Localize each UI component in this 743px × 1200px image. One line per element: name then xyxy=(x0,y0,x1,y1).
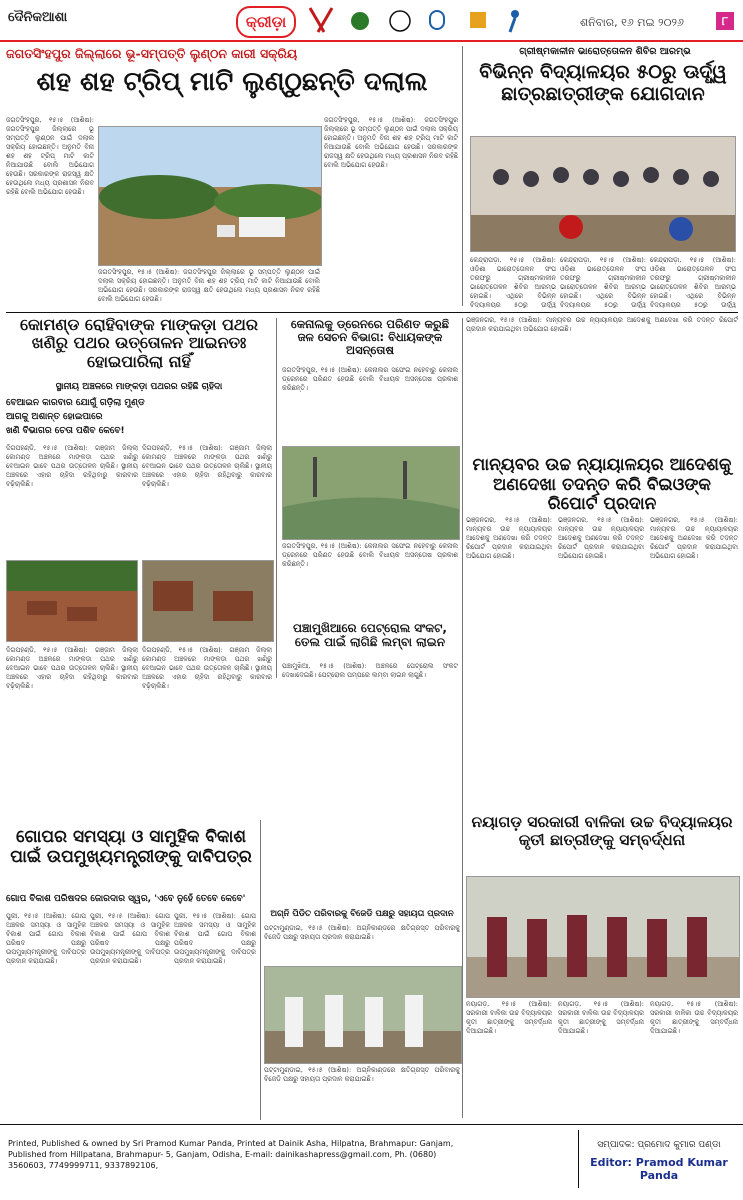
story-kicker: ଜଗତସିଂହପୁର ଜିଲ୍ଲାରେ ଭୂ-ସମ୍ପତ୍ତି ଲୁଣ୍ଠନ କାରୀ ସକ୍ରିୟ xyxy=(6,46,298,61)
story-high-court xyxy=(466,316,738,810)
racket-icon xyxy=(430,11,444,29)
story-body: କେନ୍ଦ୍ରାପଡ଼ା, ୧୫।୫ (ଆଶିଷ): ଓଡ଼ିଶା ଭାରୋତ୍ତୋଳନ ସଂଘ ତରଫରୁ ଗ୍ରୀଷ୍ମକାଳୀନ ଭାରୋତ୍ତୋଳନ ଶିବିର ଆରମ୍ଭ ହୋଇଛି। ଏଥିରେ ବିଭିନ୍ନ ବିଦ୍ୟାଳୟର ୫୦ରୁ ଊର୍ଦ୍ଧ୍ୱ xyxy=(470,256,556,308)
story-land-loot xyxy=(6,46,458,308)
sports-illustration xyxy=(300,6,550,36)
story-subhead: ବେଆଇନ କାରବାର ଯୋଗୁଁ ଗଡ଼ିଲା ମୁଣ୍ଡ xyxy=(6,398,145,408)
masthead-rule xyxy=(0,40,743,42)
story-petrol-crisis xyxy=(282,622,458,812)
aid-distribution-photo xyxy=(264,966,462,1064)
story-subhead: ଆଗକୁ ଅଶାନ୍ତ ହୋଇପାରେ xyxy=(6,412,103,422)
column-divider xyxy=(276,318,277,678)
felicitation-photo xyxy=(466,876,740,998)
brand-name: ଦୈନିକଆଶା xyxy=(8,10,68,25)
dateline: ଶନିବାର, ୧୬ ମଇ ୨୦୨୬ xyxy=(580,16,684,29)
story-body: ଜଗତସିଂହପୁର, ୧୫।୫ (ଆଶିଷ): ଜଗତସିଂହପୁର ଜିଲ୍ଲାରେ ଭୂ ସମ୍ପତ୍ତି ଲୁଣ୍ଠନ ପାଇଁ ଦଲାଲ ସକ୍ରିୟ ହୋଇଛନ୍ତି। ଅନୁମତି ବିନା ଶହ ଶହ ଟ୍ରିପ୍ ମାଟି କାଟି ନିଆଯାଉଛି ବୋଲି ଅଭିଯୋଗ ହେଉଛି। ସରକାରଙ୍କ ରାଜସ୍ୱ କ୍ଷତି ହେଉଥିଲେ ମଧ୍ୟ ପ୍ରଶାସନ ନିରବ ରହିଛି ବୋଲି ଅଭିଯୋଗ ହେଉଛି। xyxy=(6,116,94,196)
story-stone-quarry xyxy=(6,316,272,826)
story-body: ପୁରୀ, ୧୫।୫ (ଆଶିଷ): ଗୋପ ଅଞ୍ଚଳର ସମସ୍ୟା ଓ ସାମୁହିକ ବିକାଶ ପାଇଁ ଗୋପ ବିକାଶ ପରିଷଦ ପକ୍ଷରୁ ଉପମୁଖ୍ୟମନ୍ତ୍ରୀଙ୍କୁ ଦାବିପତ୍ର ପ୍ରଦାନ କରାଯାଇଛି। xyxy=(6,912,86,965)
story-subhead: ଖଣି ବିଭାଗର ଚେତା ପଶିବ କେବେ! xyxy=(6,426,125,436)
hockey-stick-icon xyxy=(310,8,332,32)
column-divider xyxy=(462,46,463,306)
editor-name-odia: ସମ୍ପାଦକ: ପ୍ରମୋଦ କୁମାର ପଣ୍ଡା xyxy=(597,1140,721,1150)
story-body-continued: ଭଞ୍ଜନଗର, ୧୫।୫ (ଆଶିଷ): ମାନ୍ୟବର ଉଚ୍ଚ ନ୍ୟାୟାଳୟର ଆଦେଶକୁ ଅଣଦେଖା କରି ତଦନ୍ତ ରିପୋର୍ଟ ପ୍ରଦାନ କରାଯାଇଥିବା ଅଭିଯୋଗ ହୋଇଛି। xyxy=(650,516,738,560)
story-gopa-memorandum xyxy=(6,828,256,1120)
story-body-continued: କେନ୍ଦ୍ରାପଡ଼ା, ୧୫।୫ (ଆଶିଷ): ଓଡ଼ିଶା ଭାରୋତ୍ତୋଳନ ସଂଘ ତରଫରୁ ଗ୍ରୀଷ୍ମକାଳୀନ ଭାରୋତ୍ତୋଳନ ଶିବିର ଆରମ୍ଭ ହୋଇଛି। ଏଥିରେ ବିଭିନ୍ନ ବିଦ୍ୟାଳୟର ୫୦ରୁ ଊର୍ଦ୍ଧ୍ୱ xyxy=(650,256,736,308)
story-body-continued: କେନ୍ଦ୍ରାପଡ଼ା, ୧୫।୫ (ଆଶିଷ): ଓଡ଼ିଶା ଭାରୋତ୍ତୋଳନ ସଂଘ ତରଫରୁ ଗ୍ରୀଷ୍ମକାଳୀନ ଭାରୋତ୍ତୋଳନ ଶିବିର ଆରମ୍ଭ ହୋଇଛି। ଏଥିରେ ବିଭିନ୍ନ ବିଦ୍ୟାଳୟର ୫୦ରୁ ଊର୍ଦ୍ଧ୍ୱ xyxy=(560,256,646,308)
story-subhead: ସ୍ଥାନୀୟ ଅଞ୍ଚଳରେ ମାଙ୍କଡ଼ା ପଥରର ରହିଛି ଚାହିଦା xyxy=(55,382,223,392)
ball-icon xyxy=(351,12,369,30)
story-body-continued: ପୁରୀ, ୧୫।୫ (ଆଶିଷ): ଗୋପ ଅଞ୍ଚଳର ସମସ୍ୟା ଓ ସାମୁହିକ ବିକାଶ ପାଇଁ ଗୋପ ବିକାଶ ପରିଷଦ ପକ୍ଷରୁ ଉପମୁଖ୍ୟମନ୍ତ୍ରୀଙ୍କୁ ଦାବିପତ୍ର ପ୍ରଦାନ କରାଯାଇଛି। xyxy=(174,912,256,965)
column-divider xyxy=(462,318,463,1118)
canal-photo xyxy=(282,446,460,540)
story-body-continued: ନୟାଗଡ଼, ୧୫।୫ (ଆଶିଷ): ସରକାରୀ ବାଳିକା ଉଚ୍ଚ ବିଦ୍ୟାଳୟର କୃତୀ ଛାତ୍ରୀଙ୍କୁ ସମ୍ବର୍ଦ୍ଧନା ଦିଆଯାଇଛି। xyxy=(558,1000,644,1035)
story-body-continued: ଭଞ୍ଜନଗର, ୧୫।୫ (ଆଶିଷ): ମାନ୍ୟବର ଉଚ୍ଚ ନ୍ୟାୟାଳୟର ଆଦେଶକୁ ଅଣଦେଖା କରି ତଦନ୍ତ ରିପୋର୍ଟ ପ୍ରଦାନ କରାଯାଇଥିବା ଅଭିଯୋଗ ହୋଇଛି। xyxy=(558,516,644,560)
editor-box xyxy=(578,1130,739,1188)
story-headline: ମାନ୍ୟବର ଉଚ୍ଚ ନ୍ୟାୟାଳୟର ଆଦେଶକୁ ଅଣଦେଖା ତଦନ୍ତ କରି ବିଇଓଙ୍କ ରିପୋର୍ଟ ପ୍ରଦାନ xyxy=(472,455,732,515)
story-fire-victims-aid xyxy=(264,910,460,1120)
story-headline: ଅଗ୍ନି ପିଡିତ ପରିବାରକୁ ବିଜେଡି ପକ୍ଷରୁ ସହାୟତା ପ୍ରଦାନ xyxy=(270,909,454,919)
editor-name-english: Editor: Pramod Kumar Panda xyxy=(590,1156,728,1182)
cup-icon xyxy=(470,12,486,28)
page-number-badge: ୮ xyxy=(716,12,734,30)
weightlifting-group-photo xyxy=(470,136,736,252)
story-body-continued: ଦିଗପହଣ୍ଡି, ୧୫।୫ (ଆଶିଷ): ଗଞ୍ଜାମ ଜିଲ୍ଲା କୋମଣ୍ଡ ଅଞ୍ଚଳରେ ମାଙ୍କଡ଼ା ପଥର ଖଣିରୁ ବେଆଇନ ଭାବେ ପଥର ଉତ୍ତୋଳନ ଚାଲିଛି। ସ୍ଥାନୀୟ ଅଞ୍ଚଳରେ ଏହାର ଚାହିଦା ରହିଥିବାରୁ କାରବାର ବଢ଼ିଚାଲିଛି। xyxy=(142,646,272,690)
laterite-stone-photo xyxy=(6,560,138,642)
story-body-continued: ଜଗତସିଂହପୁର, ୧୫।୫ (ଆଶିଷ): କେନାଲର ସଫେଇ ନହେବାରୁ କେନାଲ ଡ୍ରେନରେ ପରିଣତ ହେଉଛି ବୋଲି ବିଧାୟକ ଅସନ୍ତୋଷ ପ୍ରକାଶ କରିଛନ୍ତି। xyxy=(282,542,458,568)
story-body: ଜଗତସିଂହପୁର, ୧୫।୫ (ଆଶିଷ): କେନାଲର ସଫେଇ ନହେବାରୁ କେନାଲ ଡ୍ରେନରେ ପରିଣତ ହେଉଛି ବୋଲି ବିଧାୟକ ଅସନ୍ତୋଷ ପ୍ରକାଶ କରିଛନ୍ତି। xyxy=(282,366,458,392)
section-label: କ୍ରୀଡ଼ା xyxy=(236,6,296,38)
story-headline: ପଞ୍ଚାମୁଖିଆରେ ପେଟ୍ରୋଲ ସଂକଟ, ତେଲ ପାଇଁ ଲାଗିଛି ଲମ୍ବା ଲାଇନ xyxy=(293,621,447,649)
imprint-line-1: Printed, Published & owned by Sri Pramod Kumar Panda, Printed at Dainik Asha, Hilpatna, Brahmapur: Ganjam, xyxy=(8,1139,454,1148)
quarry-photo xyxy=(142,560,274,642)
story-body-continued: ଦିଗପହଣ୍ଡି, ୧୫।୫ (ଆଶିଷ): ଗଞ୍ଜାମ ଜିଲ୍ଲା କୋମଣ୍ଡ ଅଞ୍ଚଳରେ ମାଙ୍କଡ଼ା ପଥର ଖଣିରୁ ବେଆଇନ ଭାବେ ପଥର ଉତ୍ତୋଳନ ଚାଲିଛି। ସ୍ଥାନୀୟ ଅଞ୍ଚଳରେ ଏହାର ଚାହିଦା ରହିଥିବାରୁ କାରବାର ବଢ଼ିଚାଲିଛି। xyxy=(142,444,272,488)
story-girls-school-felicitation xyxy=(466,814,738,1120)
story-subhead: ଗୋପ ବିକାଶ ପରିଷଦର ଜୋରଦାର ସ୍ୱର, 'ଏବେ ନୁହେଁ ତେବେ କେବେ' xyxy=(6,894,246,904)
story-headline: ଶହ ଶହ ଟ୍ରିପ୍ ମାଟି ଲୁଣ୍ଠୁଛନ୍ତି ଦଲାଲ xyxy=(36,67,428,97)
story-headline: ଗୋପର ସମସ୍ୟା ଓ ସାମୁହିକ ବିକାଶ ପାଇଁ ଉପମୁଖ୍ୟମନ୍ତ୍ରୀଙ୍କୁ ଦାବିପତ୍ର xyxy=(10,827,252,867)
section-rule xyxy=(6,312,738,313)
story-body-continued: ପୁରୀ, ୧୫।୫ (ଆଶିଷ): ଗୋପ ଅଞ୍ଚଳର ସମସ୍ୟା ଓ ସାମୁହିକ ବିକାଶ ପାଇଁ ଗୋପ ବିକାଶ ପରିଷଦ ପକ୍ଷରୁ ଉପମୁଖ୍ୟମନ୍ତ୍ରୀଙ୍କୁ ଦାବିପତ୍ର ପ୍ରଦାନ କରାଯାଇଛି। xyxy=(90,912,170,965)
story-headline: ନୟାଗଡ଼ ସରକାରୀ ବାଳିକା ଉଚ୍ଚ ବିଦ୍ୟାଳୟର କୃତୀ ଛାତ୍ରୀଙ୍କୁ ସମ୍ବର୍ଦ୍ଧନା xyxy=(471,813,733,849)
story-headline: କେନାଲକୁ ଡ୍ରେନରେ ପରିଣତ କରୁଛି ଜଳ ସେଚନ ବିଭାଗ: ବିଧାୟକଙ୍କ ଅସନ୍ତୋଷ xyxy=(290,317,450,358)
story-body: ଭଞ୍ଜନଗର, ୧୫।୫ (ଆଶିଷ): ମାନ୍ୟବର ଉଚ୍ଚ ନ୍ୟାୟାଳୟର ଆଦେଶକୁ ଅଣଦେଖା କରି ତଦନ୍ତ ରିପୋର୍ଟ ପ୍ରଦାନ କରାଯାଇଥିବା ଅଭିଯୋଗ ହୋଇଛି। xyxy=(466,316,738,333)
masthead xyxy=(0,0,743,40)
runner-icon xyxy=(511,10,519,18)
story-headline: ବିଭିନ୍ନ ବିଦ୍ୟାଳୟର ୫୦ରୁ ଊର୍ଦ୍ଧ୍ୱ ଛାତ୍ରଛାତ୍ରୀଙ୍କ ଯୋଗଦାନ xyxy=(479,61,727,105)
story-body-continued: ପଟ୍ଟାମୁଣ୍ଡାଇ, ୧୫।୫ (ଆଶିଷ): ଅଗ୍ନିକାଣ୍ଡରେ କ୍ଷତିଗ୍ରସ୍ତ ପରିବାରକୁ ବିଜେଡି ପକ୍ଷରୁ ସହାୟତା ପ୍ରଦାନ କରାଯାଇଛି। xyxy=(264,1066,460,1083)
story-body-continued: ଜଗତସିଂହପୁର, ୧୫।୫ (ଆଶିଷ): ଜଗତସିଂହପୁର ଜିଲ୍ଲାରେ ଭୂ ସମ୍ପତ୍ତି ଲୁଣ୍ଠନ ପାଇଁ ଦଲାଲ ସକ୍ରିୟ ହୋଇଛନ୍ତି। ଅନୁମତି ବିନା ଶହ ଶହ ଟ୍ରିପ୍ ମାଟି କାଟି ନିଆଯାଉଛି ବୋଲି ଅଭିଯୋଗ ହେଉଛି। ସରକାରଙ୍କ ରାଜସ୍ୱ କ୍ଷତି ହେଉଥିଲେ ମଧ୍ୟ ପ୍ରଶାସନ ନିରବ ରହିଛି ବୋଲି ଅଭିଯୋଗ ହେଉଛି। xyxy=(324,116,458,169)
story-headline: କୋମଣ୍ଡ ରୋହିବାଙ୍କ ମାଙ୍କଡ଼ା ପଥର ଖଣିରୁ ପଥର ଉତ୍ତୋଳନ ଆଇନତଃ ହୋଇପାରିଲା ନାହିଁ xyxy=(19,315,259,371)
story-body: ନୟାଗଡ଼, ୧୫।୫ (ଆଶିଷ): ସରକାରୀ ବାଳିକା ଉଚ୍ଚ ବିଦ୍ୟାଳୟର କୃତୀ ଛାତ୍ରୀଙ୍କୁ ସମ୍ବର୍ଦ୍ଧନା ଦିଆଯାଇଛି। xyxy=(466,1000,552,1035)
imprint-line xyxy=(8,1138,468,1171)
story-kicker: ଗ୍ରୀଷ୍ମକାଳୀନ ଭାରୋତ୍ତୋଳନ ଶିବିର ଆରମ୍ଭ xyxy=(519,46,691,57)
story-body: ଦିଗପହଣ୍ଡି, ୧୫।୫ (ଆଶିଷ): ଗଞ୍ଜାମ ଜିଲ୍ଲା କୋମଣ୍ଡ ଅଞ୍ଚଳରେ ମାଙ୍କଡ଼ା ପଥର ଖଣିରୁ ବେଆଇନ ଭାବେ ପଥର ଉତ୍ତୋଳନ ଚାଲିଛି। ସ୍ଥାନୀୟ ଅଞ୍ଚଳରେ ଏହାର ଚାହିଦା ରହିଥିବାରୁ କାରବାର ବଢ଼ିଚାଲିଛି। xyxy=(6,444,138,488)
story-weightlifting-camp xyxy=(466,46,738,308)
story-body-continued: ଦିଗପହଣ୍ଡି, ୧୫।୫ (ଆଶିଷ): ଗଞ୍ଜାମ ଜିଲ୍ଲା କୋମଣ୍ଡ ଅଞ୍ଚଳରେ ମାଙ୍କଡ଼ା ପଥର ଖଣିରୁ ବେଆଇନ ଭାବେ ପଥର ଉତ୍ତୋଳନ ଚାଲିଛି। ସ୍ଥାନୀୟ ଅଞ୍ଚଳରେ ଏହାର ଚାହିଦା ରହିଥିବାରୁ କାରବାର ବଢ଼ିଚାଲିଛି। xyxy=(6,646,138,690)
story-canal-drain xyxy=(282,318,458,618)
story-body-continued: ଜଗତସିଂହପୁର, ୧୫।୫ (ଆଶିଷ): ଜଗତସିଂହପୁର ଜିଲ୍ଲାରେ ଭୂ ସମ୍ପତ୍ତି ଲୁଣ୍ଠନ ପାଇଁ ଦଲାଲ ସକ୍ରିୟ ହୋଇଛନ୍ତି। ଅନୁମତି ବିନା ଶହ ଶହ ଟ୍ରିପ୍ ମାଟି କାଟି ନିଆଯାଉଛି ବୋଲି ଅଭିଯୋଗ ହେଉଛି। ସରକାରଙ୍କ ରାଜସ୍ୱ କ୍ଷତି ହେଉଥିଲେ ମଧ୍ୟ ପ୍ରଶାସନ ନିରବ ରହିଛି ବୋଲି ଅଭିଯୋଗ ହେଉଛି। xyxy=(98,268,320,303)
story-body-continued: ଭଞ୍ଜନଗର, ୧୫।୫ (ଆଶିଷ): ମାନ୍ୟବର ଉଚ୍ଚ ନ୍ୟାୟାଳୟର ଆଦେଶକୁ ଅଣଦେଖା କରି ତଦନ୍ତ ରିପୋର୍ଟ ପ୍ରଦାନ କରାଯାଇଥିବା ଅଭିଯୋଗ ହୋଇଛି। xyxy=(466,516,552,560)
story-body: ପଞ୍ଚାମୁଖିଆ, ୧୫।୫ (ଆଶିଷ): ଅଞ୍ଚଳରେ ପେଟ୍ରୋଲ ସଂକଟ ଦେଖାଦେଇଛି। ପେଟ୍ରୋଲ ପମ୍ପରେ ଲମ୍ବା ଲାଇନ ଲାଗୁଛି। xyxy=(282,662,458,679)
football-icon xyxy=(390,11,410,31)
imprint-line-2: Published from Hillpatana, Brahmapur- 5, Ganjam, Odisha, E-mail: dainikashapress@gmail.com, Ph. (0680) 3560603, 7749999711, 9337892106, xyxy=(8,1150,437,1170)
land-excavation-photo xyxy=(98,126,322,266)
story-body: ପଟ୍ଟାମୁଣ୍ଡାଇ, ୧୫।୫ (ଆଶିଷ): ଅଗ୍ନିକାଣ୍ଡରେ କ୍ଷତିଗ୍ରସ୍ତ ପରିବାରକୁ ବିଜେଡି ପକ୍ଷରୁ ସହାୟତା ପ୍ରଦାନ କରାଯାଇଛି। xyxy=(264,924,460,941)
footer-rule xyxy=(0,1124,743,1125)
column-divider xyxy=(260,820,261,1120)
story-body-continued: ନୟାଗଡ଼, ୧୫।୫ (ଆଶିଷ): ସରକାରୀ ବାଳିକା ଉଚ୍ଚ ବିଦ୍ୟାଳୟର କୃତୀ ଛାତ୍ରୀଙ୍କୁ ସମ୍ବର୍ଦ୍ଧନା ଦିଆଯାଇଛି। xyxy=(650,1000,738,1035)
